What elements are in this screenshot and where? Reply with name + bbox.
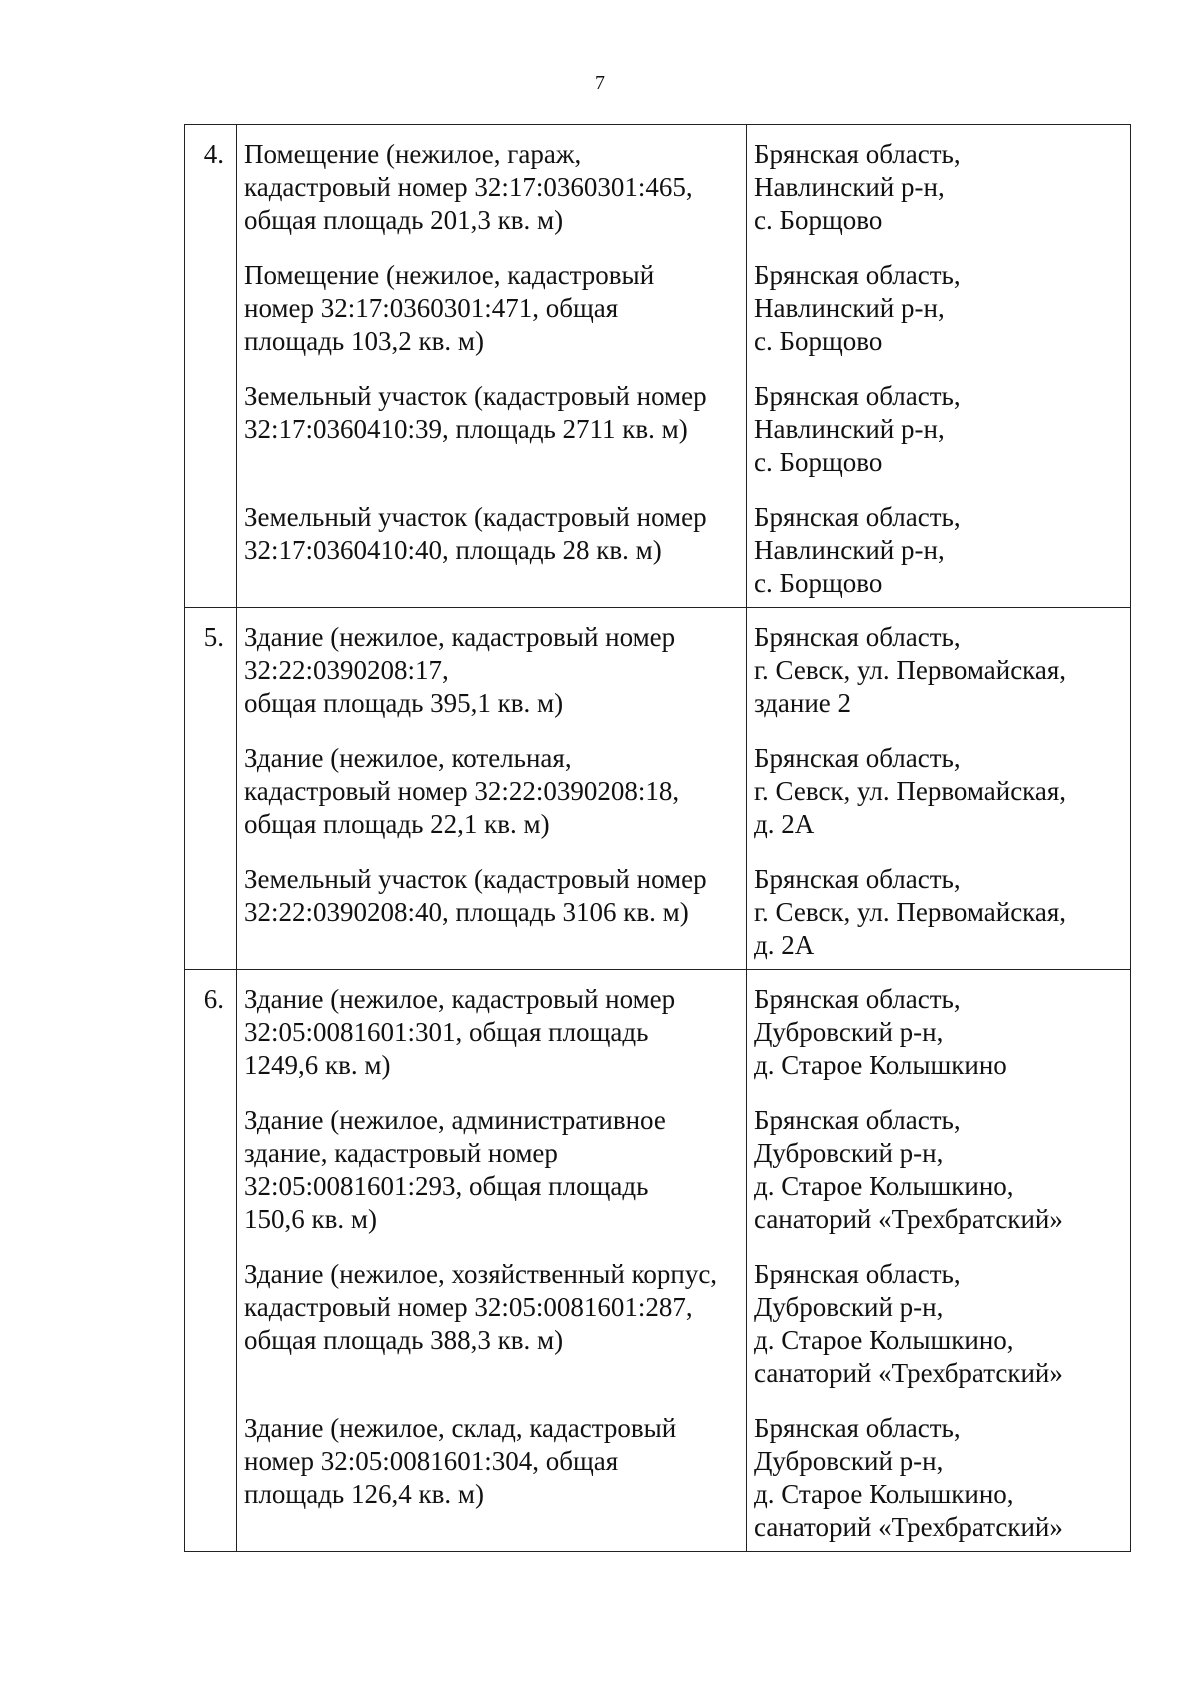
object-line: площадь 103,2 кв. м): [244, 326, 484, 356]
address-line: Брянская область,: [754, 1259, 961, 1289]
object-description: [237, 1258, 747, 1412]
row-number: [185, 742, 237, 863]
table-row: [185, 501, 1131, 608]
address-line: Навлинский р-н,: [754, 293, 945, 323]
object-line: Помещение (нежилое, кадастровый: [244, 260, 655, 290]
row-number: 6.: [185, 970, 237, 1105]
row-number: [185, 1412, 237, 1552]
object-line: Земельный участок (кадастровый номер: [244, 502, 707, 532]
object-description: [237, 1412, 747, 1552]
address-line: Навлинский р-н,: [754, 172, 945, 202]
address-line: Брянская область,: [754, 864, 961, 894]
row-number: 5.: [185, 608, 237, 743]
address-line: с. Борщово: [754, 326, 883, 356]
address-line: Брянская область,: [754, 139, 961, 169]
address-line: Брянская область,: [754, 743, 961, 773]
object-description: [237, 970, 747, 1105]
address-line: с. Борщово: [754, 205, 883, 235]
address-line: Брянская область,: [754, 260, 961, 290]
row-number: [185, 1104, 237, 1258]
object-line: Здание (нежилое, склад, кадастровый: [244, 1413, 677, 1443]
object-line: общая площадь 395,1 кв. м): [244, 688, 564, 718]
address-line: Дубровский р-н,: [754, 1138, 944, 1168]
address-line: Навлинский р-н,: [754, 535, 945, 565]
address-line: Дубровский р-н,: [754, 1446, 944, 1476]
object-line: кадастровый номер 32:05:0081601:287,: [244, 1292, 693, 1322]
address-line: Брянская область,: [754, 984, 961, 1014]
object-line: общая площадь 201,3 кв. м): [244, 205, 564, 235]
object-line: кадастровый номер 32:17:0360301:465,: [244, 172, 693, 202]
row-number: [185, 1258, 237, 1412]
address-line: д. Старое Колышкино,: [754, 1171, 1014, 1201]
address-line: Брянская область,: [754, 1105, 961, 1135]
address-line: Брянская область,: [754, 622, 961, 652]
object-address: [747, 1258, 1131, 1412]
object-line: номер 32:17:0360301:471, общая: [244, 293, 619, 323]
object-line: 32:05:0081601:301, общая площадь: [244, 1017, 649, 1047]
address-line: Дубровский р-н,: [754, 1017, 944, 1047]
table-row: [185, 1104, 1131, 1258]
table-row: [185, 125, 1131, 260]
table-row: [185, 742, 1131, 863]
address-line: санаторий «Трехбратский»: [754, 1358, 1063, 1388]
table-row: [185, 608, 1131, 743]
object-line: общая площадь 388,3 кв. м): [244, 1325, 564, 1355]
object-description: [237, 125, 747, 260]
object-address: [747, 1412, 1131, 1552]
address-line: с. Борщово: [754, 568, 883, 598]
object-line: Здание (нежилое, административное: [244, 1105, 666, 1135]
table-row: [185, 863, 1131, 970]
object-line: Здание (нежилое, кадастровый номер: [244, 984, 676, 1014]
address-line: Навлинский р-н,: [754, 414, 945, 444]
object-line: Здание (нежилое, котельная,: [244, 743, 572, 773]
object-line: 32:17:0360410:39, площадь 2711 кв. м): [244, 414, 688, 444]
address-line: Брянская область,: [754, 502, 961, 532]
address-line: г. Севск, ул. Первомайская,: [754, 897, 1067, 927]
object-address: [747, 608, 1131, 743]
address-line: д. Старое Колышкино,: [754, 1325, 1014, 1355]
table-row: [185, 1412, 1131, 1552]
object-address: [747, 501, 1131, 608]
address-line: Дубровский р-н,: [754, 1292, 944, 1322]
row-number: [185, 380, 237, 501]
row-number: [185, 863, 237, 970]
object-line: 32:17:0360410:40, площадь 28 кв. м): [244, 535, 662, 565]
object-address: [747, 863, 1131, 970]
address-line: д. Старое Колышкино,: [754, 1479, 1014, 1509]
object-description: [237, 742, 747, 863]
property-table: [184, 124, 1131, 1552]
object-line: Помещение (нежилое, гараж,: [244, 139, 582, 169]
object-line: площадь 126,4 кв. м): [244, 1479, 484, 1509]
object-line: 32:05:0081601:293, общая площадь: [244, 1171, 649, 1201]
table-row: [185, 970, 1131, 1105]
object-line: кадастровый номер 32:22:0390208:18,: [244, 776, 680, 806]
address-line: г. Севск, ул. Первомайская,: [754, 655, 1067, 685]
object-address: [747, 380, 1131, 501]
address-line: д. 2А: [754, 809, 815, 839]
object-address: [747, 742, 1131, 863]
address-line: с. Борщово: [754, 447, 883, 477]
object-line: 32:22:0390208:40, площадь 3106 кв. м): [244, 897, 689, 927]
object-description: [237, 380, 747, 501]
address-line: Брянская область,: [754, 381, 961, 411]
address-line: санаторий «Трехбратский»: [754, 1512, 1063, 1542]
table-row: [185, 380, 1131, 501]
object-line: 1249,6 кв. м): [244, 1050, 391, 1080]
object-line: Здание (нежилое, хозяйственный корпус,: [244, 1259, 718, 1289]
object-line: здание, кадастровый номер: [244, 1138, 558, 1168]
row-number: [185, 259, 237, 380]
page-number: 7: [595, 72, 605, 94]
object-description: [237, 608, 747, 743]
address-line: г. Севск, ул. Первомайская,: [754, 776, 1067, 806]
object-address: [747, 970, 1131, 1105]
object-description: [237, 501, 747, 608]
address-line: Брянская область,: [754, 1413, 961, 1443]
object-address: [747, 259, 1131, 380]
object-line: общая площадь 22,1 кв. м): [244, 809, 550, 839]
row-number: [185, 501, 237, 608]
address-line: здание 2: [754, 688, 852, 718]
table-row: [185, 1258, 1131, 1412]
address-line: д. Старое Колышкино: [754, 1050, 1007, 1080]
object-description: [237, 259, 747, 380]
object-address: [747, 1104, 1131, 1258]
object-line: номер 32:05:0081601:304, общая: [244, 1446, 619, 1476]
table-row: [185, 259, 1131, 380]
object-line: Земельный участок (кадастровый номер: [244, 381, 707, 411]
row-number: 4.: [185, 125, 237, 260]
object-description: [237, 863, 747, 970]
object-line: Земельный участок (кадастровый номер: [244, 864, 707, 894]
object-line: 150,6 кв. м): [244, 1204, 377, 1234]
object-line: Здание (нежилое, кадастровый номер: [244, 622, 676, 652]
object-line: 32:22:0390208:17,: [244, 655, 449, 685]
object-address: [747, 125, 1131, 260]
address-line: д. 2А: [754, 930, 815, 960]
object-description: [237, 1104, 747, 1258]
address-line: санаторий «Трехбратский»: [754, 1204, 1063, 1234]
